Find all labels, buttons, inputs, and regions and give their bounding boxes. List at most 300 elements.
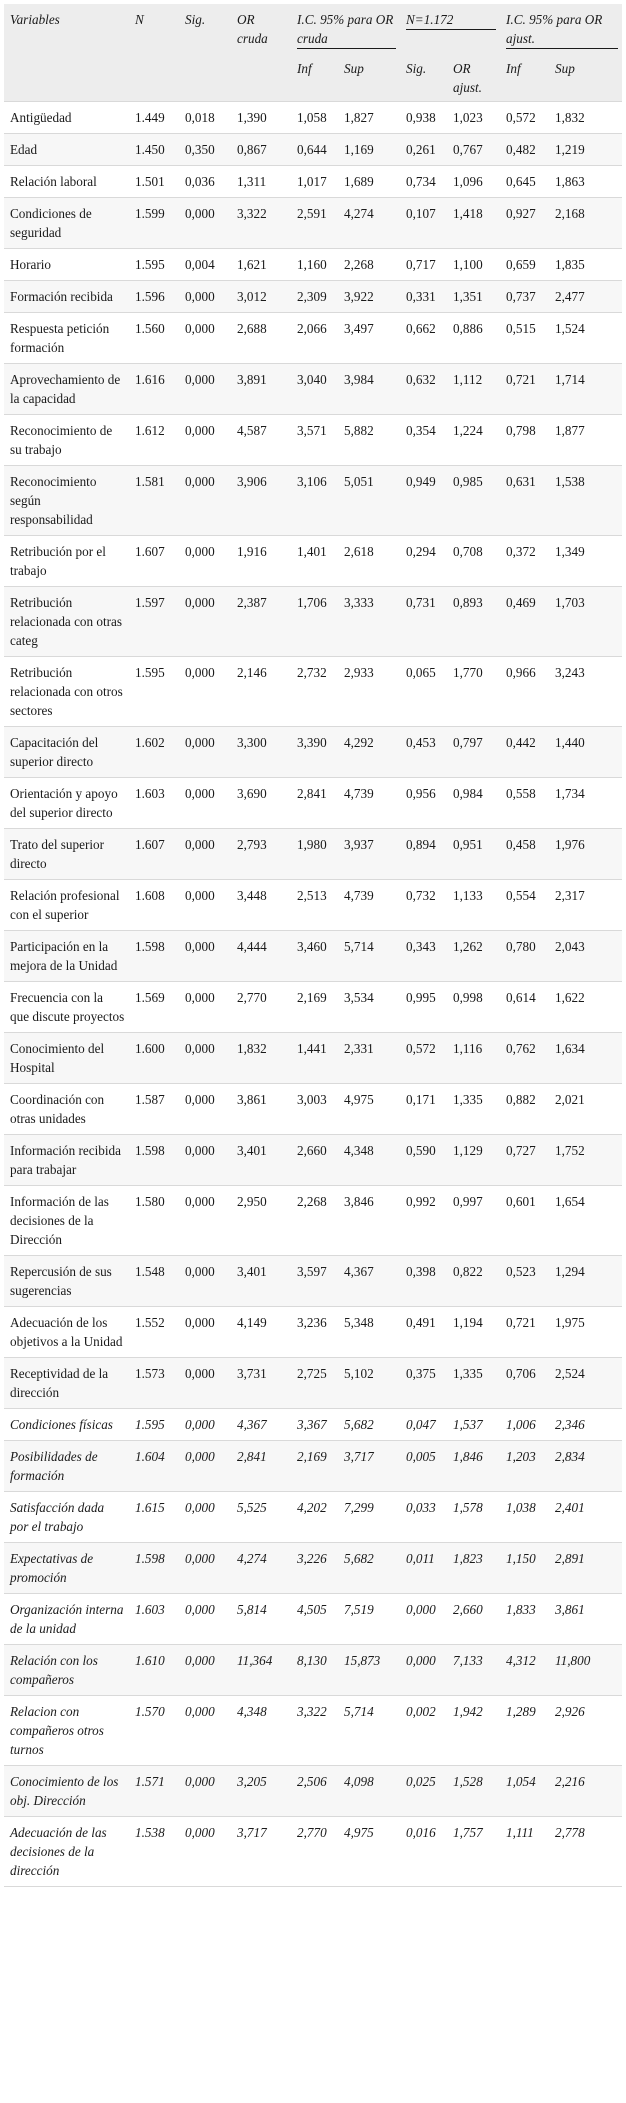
header-ic-ajust-label: I.C. 95% para OR ajust.: [506, 10, 618, 49]
table-row: [4, 1033, 622, 1084]
cell-inf-ajust: 0,721: [506, 1315, 536, 1330]
cell-or-cruda: 1,916: [237, 544, 267, 559]
cell-or-ajust: 1,194: [453, 1315, 483, 1330]
cell-sup: 5,714: [344, 1704, 374, 1719]
cell-variable: Organización interna de la unidad: [10, 1602, 124, 1636]
cell-inf-ajust: 0,558: [506, 786, 536, 801]
table-row: [4, 536, 622, 587]
cell-inf-ajust: 0,762: [506, 1041, 536, 1056]
cell-inf-ajust: 0,482: [506, 142, 536, 157]
table-row: [4, 1817, 622, 1887]
cell-inf: 2,841: [297, 786, 327, 801]
cell-sig: 0,000: [185, 1449, 215, 1464]
cell-inf-ajust: 0,601: [506, 1194, 536, 1209]
cell-sup-ajust: 1,832: [555, 110, 585, 125]
table-row: [4, 1645, 622, 1696]
cell-inf-ajust: 0,515: [506, 321, 536, 336]
cell-or-cruda: 0,867: [237, 142, 267, 157]
cell-sup-ajust: 1,538: [555, 474, 585, 489]
cell-inf-ajust: 0,966: [506, 665, 536, 680]
cell-sig: 0,000: [185, 1143, 215, 1158]
cell-inf: 2,591: [297, 206, 327, 221]
cell-sig: 0,004: [185, 257, 215, 272]
cell-n: 1.595: [135, 257, 165, 272]
cell-sig-ajust: 0,572: [406, 1041, 436, 1056]
cell-sup-ajust: 2,043: [555, 939, 585, 954]
cell-sig-ajust: 0,491: [406, 1315, 436, 1330]
cell-sup: 2,618: [344, 544, 374, 559]
cell-or-cruda: 2,688: [237, 321, 267, 336]
cell-variable: Frecuencia con la que discute proyectos: [10, 990, 125, 1024]
cell-inf: 1,980: [297, 837, 327, 852]
cell-variable: Respuesta petición formación: [10, 321, 110, 355]
cell-sig: 0,000: [185, 474, 215, 489]
cell-or-ajust: 1,335: [453, 1092, 483, 1107]
cell-or-ajust: 1,335: [453, 1366, 483, 1381]
cell-sup-ajust: 2,346: [555, 1417, 585, 1432]
cell-or-ajust: 0,951: [453, 837, 483, 852]
table-row: [4, 1135, 622, 1186]
cell-inf-ajust: 1,150: [506, 1551, 536, 1566]
table-body: [4, 102, 622, 1887]
cell-or-cruda: 3,322: [237, 206, 267, 221]
cell-sig-ajust: 0,354: [406, 423, 436, 438]
cell-or-ajust: 1,942: [453, 1704, 483, 1719]
cell-variable: Reconocimiento según responsabilidad: [10, 474, 97, 527]
cell-sig-ajust: 0,065: [406, 665, 436, 680]
cell-sup-ajust: 1,976: [555, 837, 585, 852]
cell-or-ajust: 1,133: [453, 888, 483, 903]
cell-sup-ajust: 2,317: [555, 888, 585, 903]
cell-or-cruda: 3,448: [237, 888, 267, 903]
cell-inf-ajust: 0,727: [506, 1143, 536, 1158]
cell-sig-ajust: 0,331: [406, 289, 436, 304]
cell-or-ajust: 1,023: [453, 110, 483, 125]
table-row: [4, 1492, 622, 1543]
cell-n: 1.571: [135, 1774, 165, 1789]
header-variables: Variables: [4, 4, 129, 102]
cell-n: 1.538: [135, 1825, 165, 1840]
cell-sig-ajust: 0,000: [406, 1653, 436, 1668]
cell-variable: Relacion con compañeros otros turnos: [10, 1704, 104, 1757]
cell-sig-ajust: 0,005: [406, 1449, 436, 1464]
cell-or-cruda: 1,311: [237, 174, 267, 189]
cell-inf: 1,058: [297, 110, 327, 125]
cell-n: 1.595: [135, 665, 165, 680]
cell-inf: 3,460: [297, 939, 327, 954]
cell-or-cruda: 4,444: [237, 939, 267, 954]
cell-or-cruda: 2,841: [237, 1449, 267, 1464]
cell-inf-ajust: 0,572: [506, 110, 536, 125]
cell-inf: 2,309: [297, 289, 327, 304]
cell-inf: 2,660: [297, 1143, 327, 1158]
cell-inf: 2,506: [297, 1774, 327, 1789]
cell-sig-ajust: 0,949: [406, 474, 436, 489]
cell-sup-ajust: 1,440: [555, 735, 585, 750]
cell-or-ajust: 1,116: [453, 1041, 483, 1056]
cell-sig-ajust: 0,995: [406, 990, 436, 1005]
header-n-total-label: N=1.172: [406, 10, 496, 30]
cell-or-ajust: 0,708: [453, 544, 483, 559]
cell-variable: Aprovechamiento de la capacidad: [10, 372, 121, 406]
cell-variable: Conocimiento de los obj. Dirección: [10, 1774, 119, 1808]
cell-sup-ajust: 2,524: [555, 1366, 585, 1381]
cell-n: 1.607: [135, 837, 165, 852]
cell-sup: 4,274: [344, 206, 374, 221]
cell-or-cruda: 4,367: [237, 1417, 267, 1432]
cell-inf-ajust: 1,038: [506, 1500, 536, 1515]
cell-inf-ajust: 1,833: [506, 1602, 536, 1617]
cell-sup-ajust: 1,975: [555, 1315, 585, 1330]
cell-sig-ajust: 0,632: [406, 372, 436, 387]
cell-sup-ajust: 2,891: [555, 1551, 585, 1566]
cell-sig: 0,000: [185, 544, 215, 559]
cell-or-ajust: 0,997: [453, 1194, 483, 1209]
cell-inf: 3,040: [297, 372, 327, 387]
cell-n: 1.581: [135, 474, 165, 489]
cell-inf-ajust: 1,203: [506, 1449, 536, 1464]
cell-sup-ajust: 1,654: [555, 1194, 585, 1209]
cell-inf: 1,706: [297, 595, 327, 610]
cell-inf-ajust: 0,798: [506, 423, 536, 438]
cell-sig-ajust: 0,938: [406, 110, 436, 125]
cell-or-cruda: 3,891: [237, 372, 267, 387]
cell-sup: 5,682: [344, 1551, 374, 1566]
cell-n: 1.600: [135, 1041, 165, 1056]
cell-n: 1.587: [135, 1092, 165, 1107]
table-row: [4, 1441, 622, 1492]
header-sig-ajust: Sig.: [400, 55, 447, 102]
cell-n: 1.580: [135, 1194, 165, 1209]
cell-inf-ajust: 0,721: [506, 372, 536, 387]
cell-inf: 3,106: [297, 474, 327, 489]
cell-inf-ajust: 0,554: [506, 888, 536, 903]
cell-sig-ajust: 0,011: [406, 1551, 435, 1566]
cell-variable: Expectativas de promoción: [10, 1551, 94, 1585]
cell-n: 1.449: [135, 110, 165, 125]
cell-or-cruda: 5,814: [237, 1602, 267, 1617]
table-row: [4, 198, 622, 249]
cell-variable: Retribución relacionada con otros sectores: [10, 665, 123, 718]
cell-n: 1.560: [135, 321, 165, 336]
header-sig: Sig.: [179, 4, 231, 102]
cell-or-ajust: 0,797: [453, 735, 483, 750]
cell-sig: 0,000: [185, 372, 215, 387]
cell-sup: 4,367: [344, 1264, 374, 1279]
cell-or-cruda: 2,146: [237, 665, 267, 680]
cell-inf: 1,017: [297, 174, 327, 189]
cell-or-cruda: 2,950: [237, 1194, 267, 1209]
cell-sig: 0,036: [185, 174, 215, 189]
cell-sig-ajust: 0,956: [406, 786, 436, 801]
cell-sup: 1,169: [344, 142, 374, 157]
cell-variable: Posibilidades de formación: [10, 1449, 98, 1483]
cell-sig-ajust: 0,731: [406, 595, 436, 610]
cell-inf: 3,236: [297, 1315, 327, 1330]
cell-inf-ajust: 0,659: [506, 257, 536, 272]
table-row: [4, 313, 622, 364]
cell-n: 1.598: [135, 939, 165, 954]
cell-or-ajust: 1,129: [453, 1143, 483, 1158]
cell-or-cruda: 3,012: [237, 289, 267, 304]
cell-n: 1.616: [135, 372, 165, 387]
cell-sup: 5,051: [344, 474, 374, 489]
cell-inf: 3,597: [297, 1264, 327, 1279]
cell-sig-ajust: 0,047: [406, 1417, 436, 1432]
cell-inf: 8,130: [297, 1653, 327, 1668]
cell-or-ajust: 2,660: [453, 1602, 483, 1617]
cell-n: 1.612: [135, 423, 165, 438]
cell-sup-ajust: 1,863: [555, 174, 585, 189]
cell-sig: 0,000: [185, 423, 215, 438]
cell-sig-ajust: 0,294: [406, 544, 436, 559]
cell-sup-ajust: 11,800: [555, 1653, 591, 1668]
cell-variable: Antigüedad: [10, 110, 72, 125]
cell-sig-ajust: 0,662: [406, 321, 436, 336]
cell-variable: Coordinación con otras unidades: [10, 1092, 105, 1126]
table-row: [4, 415, 622, 466]
cell-sup-ajust: 1,734: [555, 786, 585, 801]
table-row: [4, 931, 622, 982]
header-or-cruda: OR cruda: [231, 4, 291, 102]
table-row: [4, 249, 622, 281]
cell-or-cruda: 11,364: [237, 1653, 273, 1668]
cell-n: 1.569: [135, 990, 165, 1005]
cell-or-cruda: 5,525: [237, 1500, 267, 1515]
cell-sup-ajust: 2,834: [555, 1449, 585, 1464]
cell-sup-ajust: 1,219: [555, 142, 585, 157]
cell-inf: 2,268: [297, 1194, 327, 1209]
cell-variable: Participación en la mejora de la Unidad: [10, 939, 118, 973]
table-row: [4, 778, 622, 829]
cell-sup: 5,682: [344, 1417, 374, 1432]
cell-sig: 0,000: [185, 1366, 215, 1381]
cell-sup-ajust: 2,168: [555, 206, 585, 221]
cell-inf: 3,571: [297, 423, 327, 438]
cell-variable: Adecuación de las decisiones de la dirección: [10, 1825, 107, 1878]
cell-or-ajust: 1,096: [453, 174, 483, 189]
cell-sig: 0,350: [185, 142, 215, 157]
cell-n: 1.610: [135, 1653, 165, 1668]
cell-n: 1.548: [135, 1264, 165, 1279]
cell-sup: 4,739: [344, 786, 374, 801]
cell-or-cruda: 3,690: [237, 786, 267, 801]
cell-sup: 5,714: [344, 939, 374, 954]
cell-inf-ajust: 1,111: [506, 1825, 534, 1840]
cell-sig: 0,000: [185, 939, 215, 954]
cell-or-ajust: 1,537: [453, 1417, 483, 1432]
cell-sig-ajust: 0,717: [406, 257, 436, 272]
cell-or-ajust: 0,893: [453, 595, 483, 610]
cell-variable: Retribución relacionada con otras categ: [10, 595, 123, 648]
cell-sig-ajust: 0,000: [406, 1602, 436, 1617]
cell-or-cruda: 4,348: [237, 1704, 267, 1719]
cell-or-ajust: 0,985: [453, 474, 483, 489]
cell-sig-ajust: 0,734: [406, 174, 436, 189]
cell-sup-ajust: 3,861: [555, 1602, 585, 1617]
cell-variable: Condiciones físicas: [10, 1417, 113, 1432]
cell-sup-ajust: 1,294: [555, 1264, 585, 1279]
cell-sup-ajust: 1,714: [555, 372, 585, 387]
cell-variable: Reconocimiento de su trabajo: [10, 423, 113, 457]
cell-sig-ajust: 0,992: [406, 1194, 436, 1209]
cell-sup: 3,922: [344, 289, 374, 304]
cell-n: 1.599: [135, 206, 165, 221]
cell-sig: 0,018: [185, 110, 215, 125]
cell-inf-ajust: 1,054: [506, 1774, 536, 1789]
cell-sup-ajust: 1,622: [555, 990, 585, 1005]
cell-sup-ajust: 1,752: [555, 1143, 585, 1158]
cell-inf: 2,770: [297, 1825, 327, 1840]
cell-inf: 3,322: [297, 1704, 327, 1719]
cell-sup: 3,333: [344, 595, 374, 610]
cell-inf-ajust: 1,289: [506, 1704, 536, 1719]
cell-sup: 2,933: [344, 665, 374, 680]
cell-sig: 0,000: [185, 665, 215, 680]
cell-inf-ajust: 1,006: [506, 1417, 536, 1432]
cell-inf: 3,390: [297, 735, 327, 750]
cell-sig-ajust: 0,025: [406, 1774, 436, 1789]
cell-inf: 3,367: [297, 1417, 327, 1432]
cell-or-ajust: 7,133: [453, 1653, 483, 1668]
cell-sig-ajust: 0,016: [406, 1825, 436, 1840]
cell-inf-ajust: 0,442: [506, 735, 536, 750]
cell-sig-ajust: 0,453: [406, 735, 436, 750]
cell-sup: 3,937: [344, 837, 374, 852]
table-row: [4, 880, 622, 931]
cell-inf-ajust: 0,458: [506, 837, 536, 852]
cell-or-ajust: 1,112: [453, 372, 483, 387]
cell-or-ajust: 1,846: [453, 1449, 483, 1464]
table-row: [4, 1186, 622, 1256]
cell-variable: Información recibida para trabajar: [10, 1143, 121, 1177]
table-row: [4, 1307, 622, 1358]
cell-sup: 2,331: [344, 1041, 374, 1056]
cell-sup: 7,299: [344, 1500, 374, 1515]
cell-sup-ajust: 3,243: [555, 665, 585, 680]
cell-or-ajust: 0,886: [453, 321, 483, 336]
cell-sig-ajust: 0,894: [406, 837, 436, 852]
cell-n: 1.607: [135, 544, 165, 559]
cell-variable: Formación recibida: [10, 289, 113, 304]
cell-sig: 0,000: [185, 1092, 215, 1107]
cell-sig-ajust: 0,261: [406, 142, 436, 157]
cell-sig: 0,000: [185, 1194, 215, 1209]
cell-or-cruda: 1,832: [237, 1041, 267, 1056]
table-row: [4, 364, 622, 415]
header-inf: Inf: [291, 55, 338, 102]
table-row: [4, 466, 622, 536]
cell-sup-ajust: 1,703: [555, 595, 585, 610]
cell-variable: Conocimiento del Hospital: [10, 1041, 105, 1075]
cell-inf: 2,725: [297, 1366, 327, 1381]
cell-sup: 3,984: [344, 372, 374, 387]
cell-or-ajust: 1,262: [453, 939, 483, 954]
cell-inf: 2,513: [297, 888, 327, 903]
cell-sup: 7,519: [344, 1602, 374, 1617]
cell-sup-ajust: 1,349: [555, 544, 585, 559]
cell-sup: 4,975: [344, 1825, 374, 1840]
cell-or-ajust: 0,998: [453, 990, 483, 1005]
cell-or-cruda: 3,205: [237, 1774, 267, 1789]
cell-variable: Horario: [10, 257, 52, 272]
table-row: [4, 1358, 622, 1409]
table-row: [4, 102, 622, 134]
cell-inf-ajust: 0,372: [506, 544, 536, 559]
cell-or-cruda: 4,587: [237, 423, 267, 438]
cell-inf: 2,732: [297, 665, 327, 680]
cell-variable: Repercusión de sus sugerencias: [10, 1264, 112, 1298]
cell-or-ajust: 1,528: [453, 1774, 483, 1789]
cell-sup: 3,717: [344, 1449, 374, 1464]
cell-sig-ajust: 0,171: [406, 1092, 436, 1107]
cell-sup: 5,348: [344, 1315, 374, 1330]
cell-variable: Relación con los compañeros: [10, 1653, 98, 1687]
header-sup-ajust: Sup: [549, 55, 622, 102]
cell-sig: 0,000: [185, 1315, 215, 1330]
cell-sup-ajust: 2,021: [555, 1092, 585, 1107]
cell-n: 1.450: [135, 142, 165, 157]
cell-sig-ajust: 0,375: [406, 1366, 436, 1381]
cell-n: 1.598: [135, 1143, 165, 1158]
cell-sig: 0,000: [185, 735, 215, 750]
table-row: [4, 281, 622, 313]
cell-or-cruda: 1,621: [237, 257, 267, 272]
cell-inf-ajust: 0,645: [506, 174, 536, 189]
cell-or-cruda: 3,861: [237, 1092, 267, 1107]
cell-sup-ajust: 2,477: [555, 289, 585, 304]
cell-sig: 0,000: [185, 888, 215, 903]
cell-inf: 2,169: [297, 1449, 327, 1464]
table-row: [4, 982, 622, 1033]
header-ic-cruda: [291, 4, 400, 55]
cell-sup: 4,739: [344, 888, 374, 903]
cell-sig: 0,000: [185, 321, 215, 336]
table-row: [4, 166, 622, 198]
cell-sig-ajust: 0,033: [406, 1500, 436, 1515]
cell-inf: 0,644: [297, 142, 327, 157]
cell-sup-ajust: 1,877: [555, 423, 585, 438]
cell-sup: 3,497: [344, 321, 374, 336]
header-sup: Sup: [338, 55, 400, 102]
cell-n: 1.573: [135, 1366, 165, 1381]
cell-n: 1.570: [135, 1704, 165, 1719]
table-row: [4, 587, 622, 657]
cell-sup: 3,846: [344, 1194, 374, 1209]
cell-sig: 0,000: [185, 1825, 215, 1840]
cell-inf: 3,003: [297, 1092, 327, 1107]
cell-or-cruda: 3,906: [237, 474, 267, 489]
cell-sig: 0,000: [185, 595, 215, 610]
cell-inf-ajust: 0,523: [506, 1264, 536, 1279]
cell-inf-ajust: 0,631: [506, 474, 536, 489]
cell-or-cruda: 2,770: [237, 990, 267, 1005]
cell-or-ajust: 0,822: [453, 1264, 483, 1279]
cell-or-ajust: 1,757: [453, 1825, 483, 1840]
cell-sig-ajust: 0,343: [406, 939, 436, 954]
cell-sup: 5,882: [344, 423, 374, 438]
results-table: [4, 4, 622, 1887]
table-row: [4, 1256, 622, 1307]
table-row: [4, 134, 622, 166]
cell-sup: 4,975: [344, 1092, 374, 1107]
cell-sup-ajust: 1,524: [555, 321, 585, 336]
cell-sig: 0,000: [185, 1704, 215, 1719]
cell-or-cruda: 3,401: [237, 1143, 267, 1158]
cell-inf: 1,160: [297, 257, 327, 272]
table-row: [4, 657, 622, 727]
header-or-ajust: OR ajust.: [447, 55, 500, 102]
